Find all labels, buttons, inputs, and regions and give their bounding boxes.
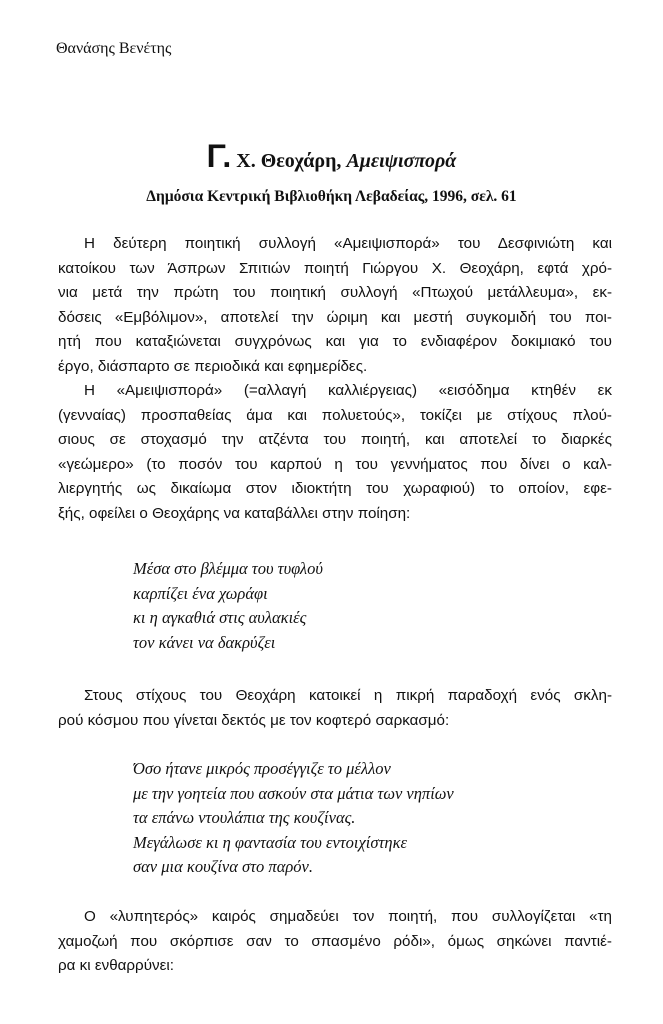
verse-line: τον κάνει να δακρύζει [133, 632, 276, 652]
verse-line: Μέσα στο βλέμμα του τυφλού [133, 559, 323, 578]
text-line: σιους σε στοχασμό την ατζέντα του ποιητή, και αποτελεί το διαρκές [58, 431, 612, 448]
text-line: Ο «λυπητερός» καιρός σημαδεύει τον ποιητή, που συλλογίζεται «τη [84, 908, 612, 925]
verse-block-2 [133, 757, 454, 880]
verse-line: Μεγάλωσε κι η φαντασία του εντοιχίστηκε [133, 832, 408, 852]
text-line: (γενναίας) προσπαθείας άμα και πολυετούς», τοκίζει με στίχους πλού- [58, 406, 612, 424]
text-line: «γεώμερο» (το ποσόν του καρπού η του γεννήματος που δίνει ο καλ- [58, 455, 612, 473]
chapter-work: Αμειψισπορά [346, 150, 457, 172]
text-line: ρα κι ενθαρρύνει: [58, 957, 174, 974]
verse-line: σαν μια κουζίνα στο παρόν. [133, 857, 313, 876]
chapter-title [0, 138, 663, 175]
text-line: έργο, διάσπαρτο σε περιοδικά και εφημερίδες. [58, 357, 368, 375]
text-line: λιεργητής ως δικαίωμα στον ιδιοκτήτη του χωραφιού) το οποίον, εφε- [58, 480, 612, 497]
text-line: Η «Αμειψισπορά» (=αλλαγή καλλιέργειας) «εισόδημα κτηθέν εκ [84, 382, 612, 399]
verse-line: τα επάνω ντουλάπια της κουζίνας. [133, 808, 356, 827]
text-line: νια μετά την πρώτη του ποιητική συλλογή «Πτωχού μετάλλευμα», εκ- [58, 284, 612, 301]
verse-line: Όσο ήτανε μικρός προσέγγιζε το μέλλον [133, 759, 391, 778]
verse-line: καρπίζει ένα χωράφι [133, 583, 268, 603]
paragraph-2 [58, 379, 612, 526]
text-line: Στους στίχους του Θεοχάρη κατοικεί η πικρή παραδοχή ενός σκλη- [84, 687, 612, 704]
text-line: κατοίκου των Άσπρων Σπιτιών ποιητή Γιώργου Χ. Θεοχάρη, εφτά χρό- [58, 259, 612, 277]
paragraph-3 [58, 684, 612, 733]
verse-block-1 [133, 557, 323, 655]
chapter-subtitle: Δημόσια Κεντρική Βιβλιοθήκη Λεβαδείας, 1996, σελ. 61 [146, 188, 517, 205]
chapter-letter: Γ. [206, 138, 232, 174]
text-line: χαμοζωή που σκόρπισε σαν το σπασμένο ρόδι», όμως σηκώνει παντιέ- [58, 932, 612, 950]
text-line: ρού κόσμου που γίνεται δεκτός με τον κοφτερό σαρκασμό: [58, 711, 450, 729]
text-line: δόσεις «Εμβόλιμον», αποτελεί την ώριμη και μεστή συγκομιδή του ποι- [58, 308, 612, 326]
running-head: Θανάσης Βενέτης [56, 40, 172, 57]
text-line: ξής, οφείλει ο Θεοχάρης να καταβάλλει στην ποίηση: [58, 504, 411, 522]
text-line: ητή που καταξιώνεται συγχρόνως και για το ενδιαφέρον δοκιμιακό του [58, 333, 612, 350]
paragraph-1 [58, 232, 612, 379]
chapter-author: Χ. Θεοχάρη, [236, 150, 342, 172]
verse-line: με την γοητεία που ασκούν στα μάτια των νηπίων [133, 783, 454, 803]
text-line: Η δεύτερη ποιητική συλλογή «Αμειψισπορά» του Δεσφινιώτη και [84, 235, 612, 252]
verse-line: κι η αγκαθιά στις αυλακιές [133, 608, 307, 627]
paragraph-4 [58, 905, 612, 979]
